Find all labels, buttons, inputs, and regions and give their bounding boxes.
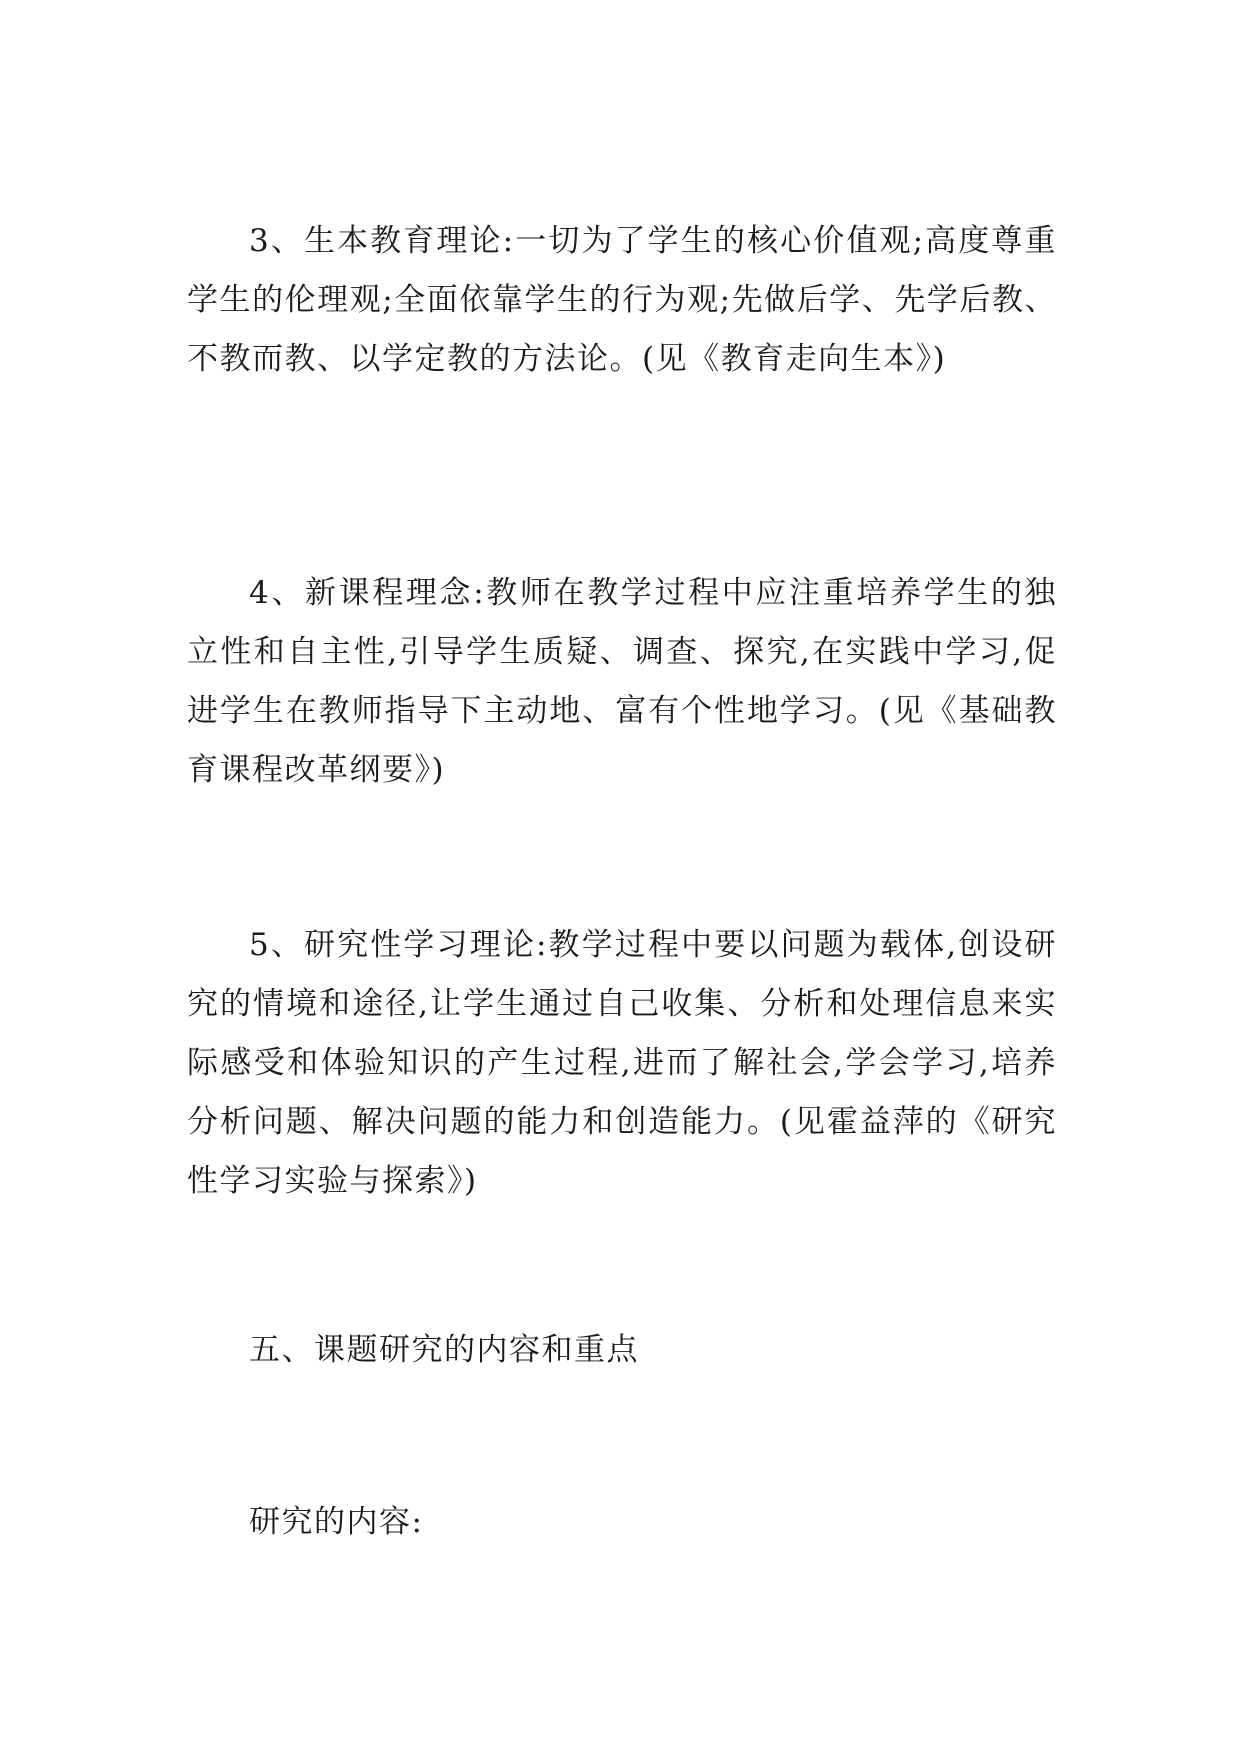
paragraph-5-research-learning-theory: 5、研究性学习理论:教学过程中要以问题为载体,创设研究的情境和途径,让学生通过自己收集、分析和处理信息来实际感受和体验知识的产生过程,进而了解社会,学会学习,培养分析问题、解决问题的能力和创造能力。(见霍益萍的《研究性学习实验与探索》) [187,927,1057,1199]
paragraph-4-new-curriculum-concept: 4、新课程理念:教师在教学过程中应注重培养学生的独立性和自主性,引导学生质疑、调查、探究,在实践中学习,促进学生在教师指导下主动地、富有个性地学习。(见《基础教育课程改革纲要》) [187,575,1057,788]
section-heading: 五、课题研究的内容和重点 [249,1332,639,1368]
research-content-label: 研究的内容: [249,1504,424,1540]
paragraph-3-student-centered-theory: 3、生本教育理论:一切为了学生的核心价值观;高度尊重学生的伦理观;全面依靠学生的行为观;先做后学、先学后教、不教而教、以学定教的方法论。(见《教育走向生本》) [187,223,1057,377]
